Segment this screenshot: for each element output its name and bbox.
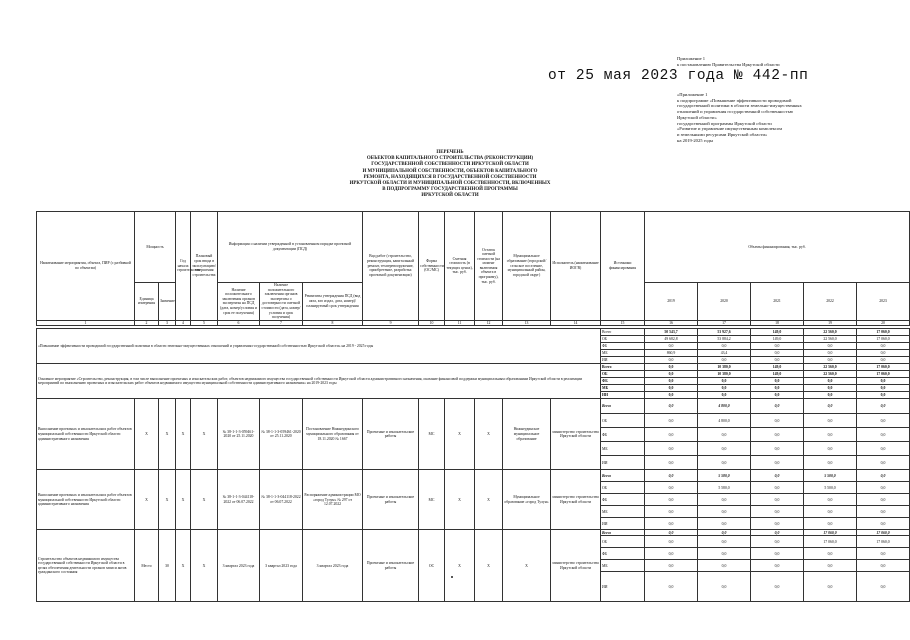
table-row [37, 530, 910, 536]
amount-cell: 0,0 [645, 385, 698, 392]
amount-cell: 0,0 [751, 530, 804, 536]
appendix-subprogram-line: Иркутской области» [677, 114, 717, 120]
amount-cell: 0,0 [804, 357, 857, 364]
amount-cell: 0,0 [698, 548, 751, 560]
amount-cell: 0,0 [645, 548, 698, 560]
amount-cell: 0,0 [857, 494, 910, 506]
appendix-subprogram-line: государственной политики в области земельно-имущественных [677, 103, 802, 109]
object-approval: Распоряжение администрации МО «город Тулун» № 297 от 12.07.2022 [303, 470, 363, 530]
amount-cell: 4 800,0 [698, 414, 751, 428]
amount-cell: 0,0 [857, 456, 910, 470]
title-line: ПЕРЕЧЕНЬ [436, 150, 464, 155]
amount-cell: 0,0 [751, 343, 804, 350]
amount-cell: 5 580,0 [698, 470, 751, 482]
col-number: 2 [135, 320, 159, 326]
header-value: Значение [159, 283, 176, 321]
amount-cell: 0,0 [857, 470, 910, 482]
subprogram-text: «Повышение эффективности проводимой государственной политики в области земельно-имущественных отношений и управления государственной собственностью Иркутской области» на 2019 - 2025 годы [37, 329, 601, 364]
amount-cell: 0,0 [751, 442, 804, 456]
amount-cell: 0,0 [857, 378, 910, 385]
amount-cell: 0,0 [645, 536, 698, 548]
amount-cell: 17 060,0 [804, 536, 857, 548]
amount-cell: 0,0 [857, 428, 910, 442]
object-value: X [159, 470, 176, 530]
source-cell: ОБ [601, 536, 645, 548]
objects-table [36, 211, 910, 602]
appendix-note [677, 56, 877, 67]
amount-cell: 0,0 [857, 506, 910, 518]
source-cell: ИИ [601, 392, 645, 399]
amount-cell: 0,0 [645, 414, 698, 428]
object-approval: 3 квартал 2023 года [303, 530, 363, 602]
source-cell: ИИ [601, 357, 645, 364]
header-psd-info: Информация о наличии утвержденной в установленном порядке проектной документации (ПСД) [218, 212, 363, 283]
amount-cell: 0,0 [804, 494, 857, 506]
amount-cell: 17 060,0 [857, 364, 910, 371]
amount-cell: 0,0 [751, 357, 804, 364]
amount-cell: 0,0 [645, 392, 698, 399]
source-cell: ОБ [601, 414, 645, 428]
amount-cell: 17 060,0 [857, 530, 910, 536]
table-row [37, 329, 910, 336]
document-title [300, 150, 600, 200]
object-completion: X [191, 470, 218, 530]
col-number: 3 [159, 320, 176, 326]
appendix-subprogram-line: и земельными ресурсами Иркутской области» [677, 131, 768, 137]
amount-cell: 17 060,0 [804, 530, 857, 536]
source-cell: МБ [601, 442, 645, 456]
amount-cell: 53 884,2 [698, 336, 751, 343]
table-row [37, 470, 910, 482]
col-number: 4 [176, 320, 191, 326]
object-ownership: ОС [419, 530, 445, 602]
source-cell: ФБ [601, 343, 645, 350]
amount-cell: 0,0 [804, 428, 857, 442]
amount-cell: 0,0 [698, 357, 751, 364]
amount-cell: 0,0 [751, 350, 804, 357]
amount-cell: 0,0 [698, 392, 751, 399]
amount-cell: 0,0 [804, 506, 857, 518]
appendix-subprogram-line: к подпрограмме «Повышение эффективности проводимой [677, 97, 792, 103]
header-psd-approval: Реквизиты утверждения ПСД (вид акта, кто издал, дата, номер)/планируемый срок утверждения [303, 283, 363, 321]
col-number: 6 [218, 320, 260, 326]
appendix-subprogram-line: отношений и управления государственной собственностью [677, 109, 794, 115]
object-start: X [176, 399, 191, 470]
amount-cell: 149,0 [751, 336, 804, 343]
amount-cell: 17 060,0 [857, 329, 910, 336]
amount-cell: 0,0 [698, 442, 751, 456]
object-unit: Место [135, 530, 159, 602]
amount-cell: 149,0 [751, 371, 804, 378]
amount-cell: 0,0 [804, 399, 857, 414]
header-psd-positive: Наличие положительного заключения органов экспертизы на ПСД (дата, номер/условия и срок ее получения) [218, 283, 260, 321]
col-number: 9 [363, 320, 419, 326]
amount-cell: 0,0 [857, 572, 910, 602]
amount-cell: 0,0 [698, 560, 751, 572]
source-cell: МБ [601, 385, 645, 392]
amount-cell: 0,0 [751, 482, 804, 494]
object-executor: министерство строительства Иркутской области [551, 530, 601, 602]
source-cell: Всего [601, 364, 645, 371]
source-cell: ИИ [601, 456, 645, 470]
header-year: 2023 [857, 283, 910, 321]
header-estimate: Сметная стоимость (в текущих ценах), тыс. руб. [445, 212, 475, 321]
col-number: 18 [751, 320, 804, 326]
title-line: ОБЪЕКТОВ КАПИТАЛЬНОГО СТРОИТЕЛЬСТВА (РЕКОНСТРУКЦИИ) [366, 156, 534, 162]
object-remaining: X [475, 470, 503, 530]
amount-cell: 0,0 [857, 548, 910, 560]
object-ownership: МС [419, 470, 445, 530]
appendix-subprogram-line: «Развитие и управление имущественным комплексом [677, 126, 783, 132]
amount-cell: 22 560,0 [804, 329, 857, 336]
amount-cell: 43,4 [698, 350, 751, 357]
col-number: 10 [419, 320, 445, 326]
object-psd-cost: № 38-1-1-3-059461-2020 от 25.11.2020 [260, 399, 303, 470]
amount-cell: 860,9 [645, 350, 698, 357]
header-work-type: Вид работ (строительство, реконструкция, капитальный ремонт, техперевооружение, приобретение, разработка проектной документации) [363, 212, 419, 321]
object-psd-cost: 3 квартал 2023 года [260, 530, 303, 602]
header-capacity: Мощность [135, 212, 176, 283]
amount-cell: 0,0 [645, 428, 698, 442]
amount-cell: 0,0 [645, 378, 698, 385]
amount-cell: 0,0 [698, 518, 751, 530]
amount-cell: 17 060,0 [857, 536, 910, 548]
object-psd-positive: № 38-1-1-3-044118-2022 от 06.07.2022 [218, 470, 260, 530]
document-stamp: от 25 мая 2023 года № 442-пп [548, 68, 809, 84]
source-cell: ИИ [601, 572, 645, 602]
object-start: X [176, 470, 191, 530]
amount-cell: 0,0 [751, 518, 804, 530]
object-unit: X [135, 470, 159, 530]
amount-cell: 0,0 [804, 392, 857, 399]
col-number: 13 [503, 320, 551, 326]
header-start-year: Год начала строительства [176, 212, 191, 321]
source-cell: ФБ [601, 548, 645, 560]
object-unit: X [135, 399, 159, 470]
object-municipality: Муниципальное образование «город Тулун» [503, 470, 551, 530]
amount-cell: 0,0 [645, 456, 698, 470]
object-remaining: X [475, 399, 503, 470]
object-name: Выполнение проектных и изыскательских работ объектов муниципальной собственности Иркутской области административного назначения [37, 399, 135, 470]
amount-cell: 0,0 [804, 548, 857, 560]
amount-cell: 0,0 [857, 350, 910, 357]
col-number: 1 [37, 320, 135, 326]
amount-cell: 0,0 [857, 518, 910, 530]
amount-cell: 0,0 [698, 572, 751, 602]
amount-cell: 0,0 [804, 518, 857, 530]
amount-cell: 0,0 [857, 385, 910, 392]
source-cell: Всего [601, 530, 645, 536]
col-number: 15 [601, 320, 645, 326]
source-cell: МБ [601, 350, 645, 357]
amount-cell: 0,0 [857, 343, 910, 350]
amount-cell: 0,0 [645, 371, 698, 378]
col-number: 7 [260, 320, 303, 326]
amount-cell: 0,0 [751, 536, 804, 548]
amount-cell: 0,0 [645, 518, 698, 530]
amount-cell: 0,0 [645, 530, 698, 536]
amount-cell: 50 543,7 [645, 329, 698, 336]
col-number: 20 [857, 320, 910, 326]
amount-cell: 0,0 [698, 378, 751, 385]
amount-cell: 0,0 [804, 343, 857, 350]
amount-cell: 0,0 [698, 456, 751, 470]
header-year: 2022 [804, 283, 857, 321]
amount-cell: 0,0 [751, 548, 804, 560]
object-psd-cost: № 38-1-1-3-044118-2022 от 06.07.2022 [260, 470, 303, 530]
header-name: Наименование мероприятия, объекта, ПИР (с разбивкой по объектам) [37, 212, 135, 321]
appendix-line: Приложение 1 [677, 56, 706, 61]
amount-cell: 0,0 [698, 494, 751, 506]
col-number: 16 [645, 320, 698, 326]
amount-cell: 0,0 [645, 399, 698, 414]
header-year: 2020 [698, 283, 751, 321]
amount-cell: 0,0 [645, 470, 698, 482]
title-line: РЕМОНТА, НАХОДЯЩИХСЯ В ГОСУДАРСТВЕННОЙ СОБСТВЕННОСТИ [363, 174, 537, 180]
amount-cell: 0,0 [804, 414, 857, 428]
title-line: ИРКУТСКОЙ ОБЛАСТИ [421, 193, 479, 199]
amount-cell: 0,0 [857, 442, 910, 456]
amount-cell: 17 060,0 [857, 336, 910, 343]
col-number: 12 [475, 320, 503, 326]
amount-cell: 0,0 [645, 343, 698, 350]
amount-cell: 0,0 [751, 560, 804, 572]
amount-cell: 0,0 [857, 560, 910, 572]
object-executor: министерство строительства Иркутской области [551, 399, 601, 470]
amount-cell: 0,0 [698, 428, 751, 442]
col-number: 19 [804, 320, 857, 326]
header-sources: Источники финансирования [601, 212, 645, 321]
object-name: Выполнение проектных и изыскательских работ объектов муниципальной собственности Иркутской области административного назначения [37, 470, 135, 530]
header-executor: Исполнитель (наименование ИОГВ) [551, 212, 601, 321]
amount-cell: 0,0 [751, 470, 804, 482]
amount-cell: 149,0 [751, 329, 804, 336]
col-number: 5 [191, 320, 218, 326]
amount-cell: 10 380,0 [698, 364, 751, 371]
table-row [37, 399, 910, 414]
amount-cell: 0,0 [698, 343, 751, 350]
amount-cell: 0,0 [751, 428, 804, 442]
amount-cell: 0,0 [804, 350, 857, 357]
source-cell: Всего [601, 470, 645, 482]
amount-cell: 0,0 [751, 456, 804, 470]
source-cell: МБ [601, 506, 645, 518]
object-ownership: МС [419, 399, 445, 470]
object-municipality: X [503, 530, 551, 602]
header-year: 2021 [751, 283, 804, 321]
object-value: X [159, 399, 176, 470]
header-financing: Объемы финансирования, тыс. руб. [645, 212, 910, 283]
amount-cell: 0,0 [751, 506, 804, 518]
object-start: X [176, 530, 191, 602]
header-ownership: Форма собственности (ОС/МС) [419, 212, 445, 321]
col-number: 8 [303, 320, 363, 326]
header-unit: Единица измерения [135, 283, 159, 321]
source-cell: МБ [601, 560, 645, 572]
object-estimate: X [445, 530, 475, 602]
col-number: 14 [551, 320, 601, 326]
amount-cell: 0,0 [698, 506, 751, 518]
amount-cell: 0,0 [645, 494, 698, 506]
object-psd-positive: № 38-1-1-3-059461-2020 от 25.11.2020 [218, 399, 260, 470]
source-cell: Всего [601, 399, 645, 414]
object-estimate: X [445, 399, 475, 470]
object-work-type: Проектные и изыскательские работы [363, 530, 419, 602]
title-line: ГОСУДАРСТВЕННОЙ СОБСТВЕННОСТИ ИРКУТСКОЙ ОБЛАСТИ [371, 162, 529, 168]
header-year: 2019 [645, 283, 698, 321]
amount-cell: 49 682,8 [645, 336, 698, 343]
object-remaining: X [475, 530, 503, 602]
amount-cell: 0,0 [645, 364, 698, 371]
amount-cell: 0,0 [751, 392, 804, 399]
amount-cell: 0,0 [645, 572, 698, 602]
title-line: И МУНИЦИПАЛЬНОЙ СОБСТВЕННОСТИ, ОБЪЕКТОВ КАПИТАЛЬНОГО [362, 168, 538, 174]
source-cell: ФБ [601, 428, 645, 442]
object-municipality: Нижнеудинское муниципальное образование [503, 399, 551, 470]
object-name: Строительство объектов недвижимого имущества государственной собственности Иркутской области в целях обеспечения деятельности органов записи актов гражданского состояния [37, 530, 135, 602]
object-approval: Постановление Нижнеудинского муниципального образования от 18.11.2020 № 1667 [303, 399, 363, 470]
object-value: 30 [159, 530, 176, 602]
amount-cell: 53 927,6 [698, 329, 751, 336]
object-completion: X [191, 399, 218, 470]
column-numbers-row [37, 320, 910, 326]
amount-cell: 10 380,0 [698, 371, 751, 378]
source-cell: ОБ [601, 336, 645, 343]
amount-cell: 0,0 [804, 378, 857, 385]
amount-cell: 0,0 [804, 456, 857, 470]
amount-cell: 0,0 [751, 494, 804, 506]
source-cell: ИИ [601, 518, 645, 530]
header-psd-cost: Наличие положительного заключения органов экспертизы о достоверности сметной стоимости (дата, номер/условия и срок получения) [260, 283, 303, 321]
page-mark [451, 576, 453, 578]
amount-cell: 17 060,0 [857, 371, 910, 378]
amount-cell: 0,0 [857, 399, 910, 414]
amount-cell: 0,0 [804, 442, 857, 456]
title-line: ИРКУТСКОЙ ОБЛАСТИ И МУНИЦИПАЛЬНОЙ СОБСТВЕННОСТИ, ВКЛЮЧЕННЫХ [349, 181, 551, 187]
amount-cell: 0,0 [698, 530, 751, 536]
source-cell: ФБ [601, 378, 645, 385]
amount-cell: 0,0 [804, 572, 857, 602]
amount-cell: 0,0 [857, 357, 910, 364]
appendix-line: к постановлению Правительства Иркутской области [677, 61, 780, 67]
amount-cell: 0,0 [698, 536, 751, 548]
header-municipality: Муниципальное образование (городской/сельское поселение, муниципальный район, городской округ) [503, 212, 551, 321]
col-number: 11 [445, 320, 475, 326]
amount-cell: 0,0 [645, 357, 698, 364]
amount-cell: 0,0 [645, 442, 698, 456]
source-cell: ФБ [601, 494, 645, 506]
amount-cell: 149,0 [751, 364, 804, 371]
object-work-type: Проектные и изыскательские работы [363, 470, 419, 530]
main_event-text: Основное мероприятие «Строительство, реконструкция, в том числе выполнение проектных и изыскательских работ, объектов недвижимого имущества государственной собственности Иркутской области административного назначения, оказание финансовой поддержки муниципальным образованиям Иркутской области в реализации мероприятий по выполнению проектных и изыскательских работ объектов недвижимого имущества муниципальной собственности административного назначения» на 2019-2023 годы [37, 364, 601, 399]
amount-cell: 4 800,0 [698, 399, 751, 414]
amount-cell: 22 560,0 [804, 336, 857, 343]
object-executor: министерство строительства Иркутской области [551, 470, 601, 530]
object-completion: X [191, 530, 218, 602]
amount-cell: 0,0 [857, 392, 910, 399]
amount-cell: 0,0 [751, 572, 804, 602]
amount-cell: 0,0 [751, 385, 804, 392]
object-work-type: Проектные и изыскательские работы [363, 399, 419, 470]
amount-cell: 0,0 [645, 482, 698, 494]
amount-cell: 22 560,0 [804, 364, 857, 371]
amount-cell: 0,0 [645, 506, 698, 518]
appendix-subprogram-line: «Приложение 1 [677, 92, 708, 97]
source-cell: ОБ [601, 371, 645, 378]
title-line: В ПОДПРОГРАММУ ГОСУДАРСТВЕННОЙ ПРОГРАММЫ [382, 187, 518, 193]
amount-cell: 0,0 [804, 560, 857, 572]
appendix-subprogram-note [677, 92, 877, 143]
amount-cell: 5 500,0 [804, 482, 857, 494]
header-completion: Плановый срок ввода в эксплуатацию/завершения строительства [191, 212, 218, 321]
object-estimate: X [445, 470, 475, 530]
source-cell: ОБ [601, 482, 645, 494]
appendix-subprogram-line: государственной программы Иркутской области [677, 120, 772, 126]
object-psd-positive: 3 квартал 2023 года [218, 530, 260, 602]
amount-cell: 0,0 [857, 414, 910, 428]
amount-cell: 22 560,0 [804, 371, 857, 378]
amount-cell: 0,0 [645, 560, 698, 572]
amount-cell: 0,0 [751, 414, 804, 428]
amount-cell: 0,0 [698, 385, 751, 392]
table-row [37, 364, 910, 371]
amount-cell: 5 580,0 [698, 482, 751, 494]
amount-cell: 0,0 [804, 385, 857, 392]
col-number: 17 [698, 320, 751, 326]
amount-cell: 0,0 [751, 399, 804, 414]
header-remaining: Остаток сметной стоимости (на момент включения объекта в программу), тыс. руб. [475, 212, 503, 321]
amount-cell: 5 500,0 [804, 470, 857, 482]
amount-cell: 0,0 [751, 378, 804, 385]
amount-cell: 0,0 [857, 482, 910, 494]
appendix-subprogram-line: на 2019-2025 годы [677, 137, 714, 143]
source-cell: Всего [601, 329, 645, 336]
